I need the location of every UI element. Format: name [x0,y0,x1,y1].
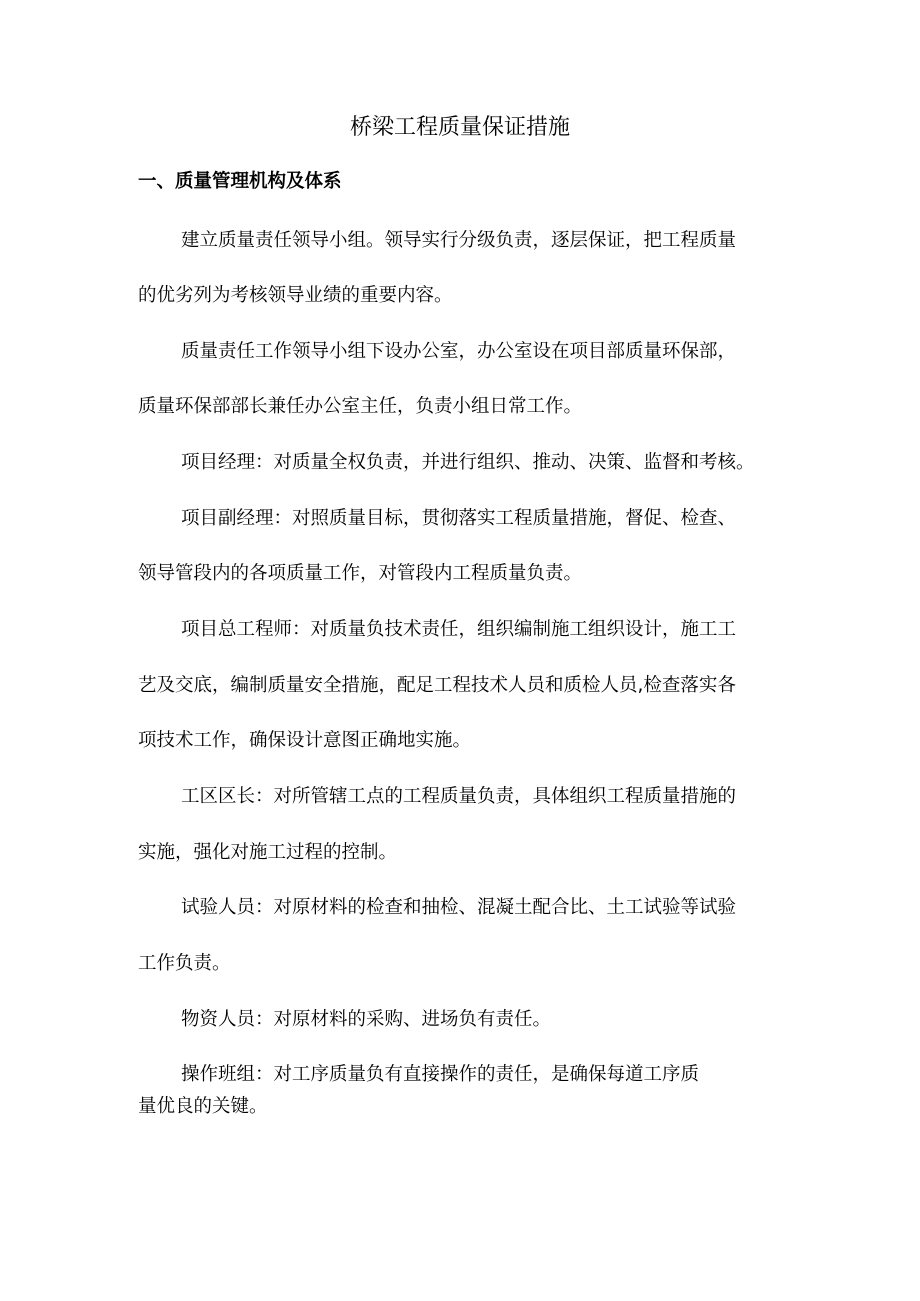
paragraph-line: 质量环保部部长兼任办公室主任，负责小组日常工作。 [138,396,583,417]
paragraph-line: 领导管段内的各项质量工作，对管段内工程质量负责。 [138,563,583,584]
paragraph-line: 项目经理：对质量全权负责，并进行组织、推动、决策、监督和考核。 [181,452,755,473]
paragraph-line: 项目副经理：对照质量目标，贯彻落实工程质量措施，督促、检查、 [181,508,737,529]
paragraph-line: 试验人员：对原材料的检查和抽检、混凝土配合比、土工试验等试验 [181,897,737,918]
paragraph-line: 工区区长：对所管辖工点的工程质量负责，具体组织工程质量措施的 [181,786,737,807]
document-title: 桥梁工程质量保证措施 [349,115,570,140]
paragraph-line: 量优良的关键。 [138,1096,268,1117]
paragraph-line: 物资人员：对原材料的采购、进场负有责任。 [181,1009,552,1030]
paragraph-line: 工作负责。 [138,953,231,974]
paragraph-line: 项目总工程师：对质量负技术责任，组织编制施工组织设计，施工工 [181,619,737,640]
paragraph-line: 质量责任工作领导小组下设办公室，办公室设在项目部质量环保部， [181,341,737,362]
paragraph-line: 操作班组：对工序质量负有直接操作的责任，是确保每道工序质 [181,1064,700,1085]
paragraph-line: 的优劣列为考核领导业绩的重要内容。 [138,285,453,306]
paragraph-line: 建立质量责任领导小组。领导实行分级负责，逐层保证，把工程质量 [181,230,737,251]
section-heading: 一、质量管理机构及体系 [138,171,342,192]
paragraph-line: 实施，强化对施工过程的控制。 [138,842,398,863]
paragraph-line: 艺及交底，编制质量安全措施，配足工程技术人员和质检人员,检查落实各 [138,675,736,696]
paragraph-line: 项技术工作，确保设计意图正确地实施。 [138,730,472,751]
